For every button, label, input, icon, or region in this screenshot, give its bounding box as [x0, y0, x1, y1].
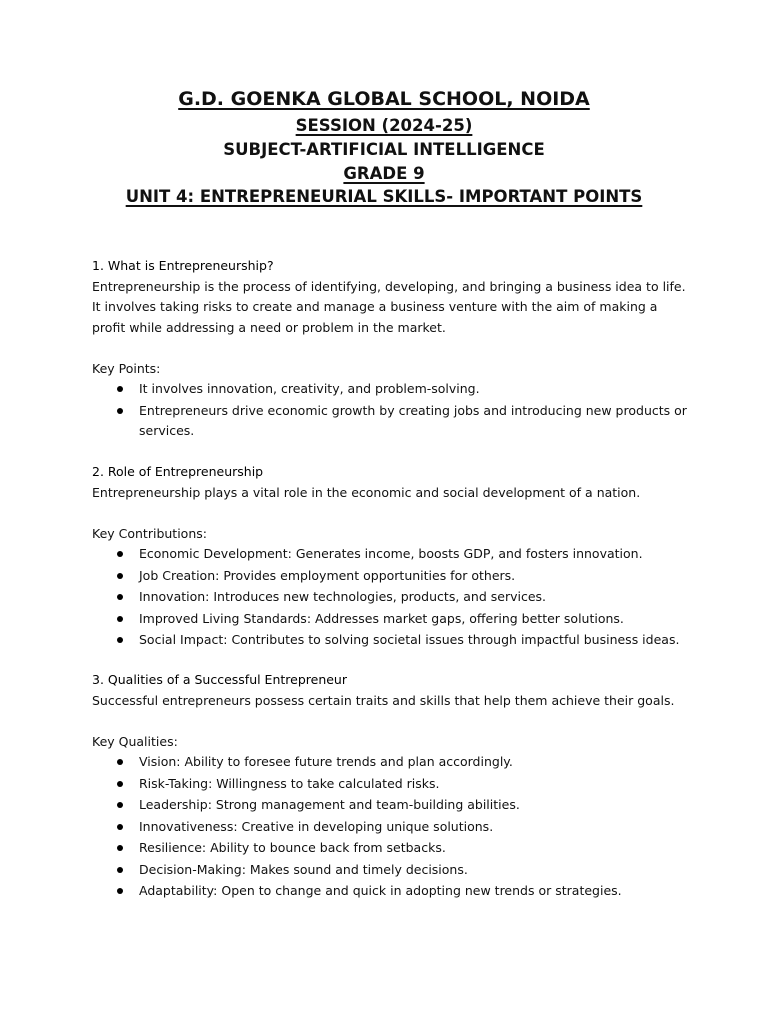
list-label: Key Points:: [92, 360, 161, 376]
bullet-icon: [117, 824, 123, 830]
bullet-icon: [117, 888, 123, 894]
list-label: Key Qualities:: [92, 733, 178, 749]
list-item: [92, 379, 692, 400]
list-item-text: Innovation: Introduces new technologies, products, and services.: [139, 589, 547, 604]
list-item: [92, 609, 692, 630]
bullet-icon: [117, 637, 123, 643]
list-item: [92, 881, 692, 902]
school-name: G.D. GOENKA GLOBAL SCHOOL, NOIDA: [178, 88, 590, 110]
list-item-text: Resilience: Ability to bounce back from setbacks.: [139, 840, 446, 855]
list-item: [92, 752, 692, 773]
section-heading: 1. What is Entrepreneurship?: [92, 258, 274, 273]
section-qualities-of-entrepreneur: [92, 670, 692, 903]
list-item: [92, 860, 692, 881]
section-paragraph: Entrepreneurship is the process of identifying, developing, and bringing a business idea to life. It involves taking risks to create and manage a business venture with the aim of making a profit while addressing a need or problem in the market.: [92, 278, 686, 335]
bullet-icon: [117, 867, 123, 873]
list-item: [92, 817, 692, 838]
bullet-icon: [117, 573, 123, 579]
bullet-icon: [117, 594, 123, 600]
list-item: [92, 774, 692, 795]
session-title: SESSION (2024-25): [295, 116, 473, 135]
bullet-list: [92, 752, 692, 902]
list-item: [92, 401, 692, 442]
section-what-is-entrepreneurship: [92, 256, 692, 443]
subject-title: SUBJECT-ARTIFICIAL INTELLIGENCE: [223, 140, 545, 159]
list-item: [92, 566, 692, 587]
section-paragraph: Entrepreneurship plays a vital role in the economic and social development of a nation.: [92, 484, 641, 500]
list-label: Key Contributions:: [92, 525, 207, 541]
grade-title: GRADE 9: [343, 164, 425, 183]
section-paragraph: Successful entrepreneurs possess certain traits and skills that help them achieve their goals.: [92, 692, 675, 708]
section-heading: 3. Qualities of a Successful Entrepreneur: [92, 672, 347, 687]
bullet-icon: [117, 759, 123, 765]
list-item-text: Entrepreneurs drive economic growth by creating jobs and introducing new products or services.: [139, 402, 687, 438]
bullet-icon: [117, 616, 123, 622]
list-item: [92, 630, 692, 651]
bullet-icon: [117, 551, 123, 557]
list-item: [92, 544, 692, 565]
bullet-icon: [117, 845, 123, 851]
list-item: [92, 587, 692, 608]
bullet-icon: [117, 781, 123, 787]
list-item-text: Decision-Making: Makes sound and timely decisions.: [139, 861, 468, 877]
list-item-text: Vision: Ability to foresee future trends and plan accordingly.: [139, 754, 513, 769]
bullet-list: [92, 379, 692, 442]
bullet-icon: [117, 408, 123, 414]
list-item-text: Adaptability: Open to change and quick in adopting new trends or strategies.: [139, 883, 622, 898]
list-item-text: Economic Development: Generates income, boosts GDP, and fosters innovation.: [139, 546, 643, 561]
section-heading: 2. Role of Entrepreneurship: [92, 464, 264, 479]
list-item: [92, 838, 692, 859]
bullet-icon: [117, 386, 123, 392]
list-item-text: It involves innovation, creativity, and problem-solving.: [139, 381, 480, 396]
list-item-text: Social Impact: Contributes to solving societal issues through impactful business ideas.: [139, 632, 680, 647]
list-item: [92, 795, 692, 816]
bullet-list: [92, 544, 692, 651]
unit-title: UNIT 4: ENTREPRENEURIAL SKILLS- IMPORTANT POINTS: [125, 187, 643, 206]
list-item-text: Improved Living Standards: Addresses market gaps, offering better solutions.: [139, 610, 624, 626]
list-item-text: Leadership: Strong management and team-building abilities.: [139, 797, 520, 812]
bullet-icon: [117, 802, 123, 808]
section-role-of-entrepreneurship: [92, 462, 692, 652]
list-item-text: Job Creation: Provides employment opportunities for others.: [139, 567, 516, 583]
list-item-text: Risk-Taking: Willingness to take calculated risks.: [139, 775, 440, 791]
list-item-text: Innovativeness: Creative in developing unique solutions.: [139, 818, 494, 834]
